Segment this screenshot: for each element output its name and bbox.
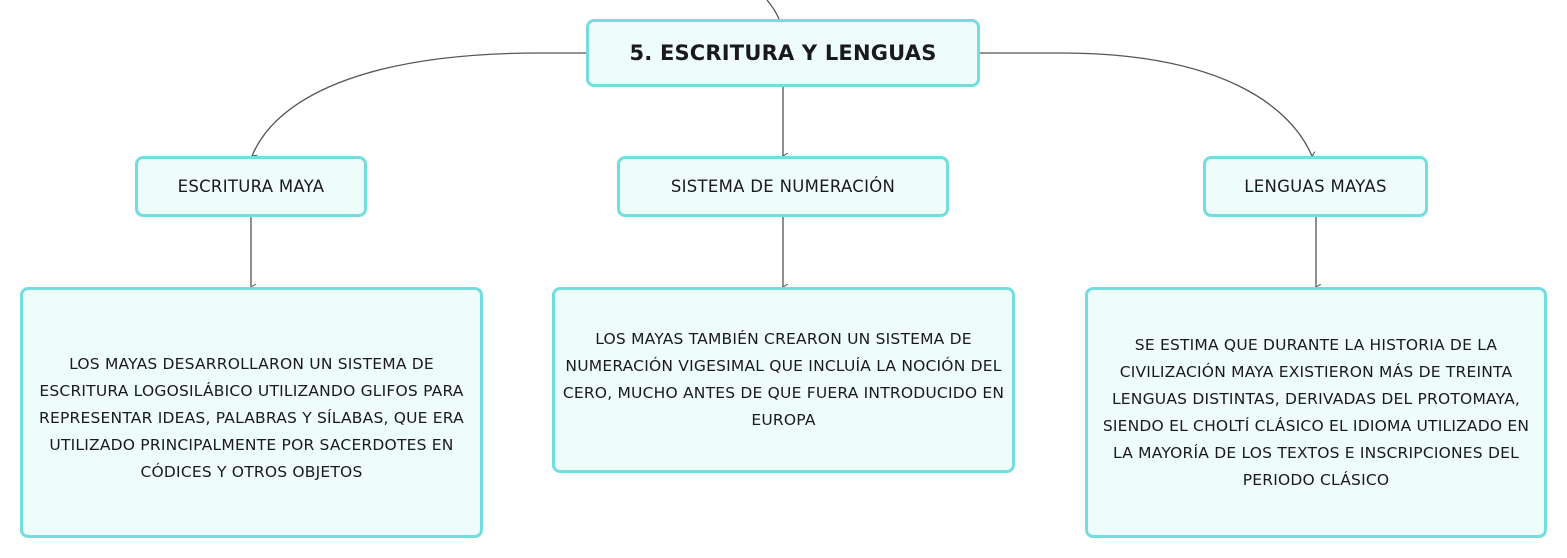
detail-text: LOS MAYAS DESARROLLARON UN SISTEMA DE ESCRITURA LOGOSILÁBICO UTILIZANDO GLIFOS PARA REPRESENTAR IDEAS, PALABRAS Y SÍLABAS, QUE ERA UTILIZADO PRINCIPALMENTE POR SACERDOTES EN CÓDICES Y OTROS OBJETOS [39, 355, 464, 481]
topic-node-escritura-maya[interactable] [135, 156, 367, 217]
connector-root-to-lenguas-mayas [980, 53, 1312, 156]
topic-node-lenguas-mayas[interactable] [1203, 156, 1428, 217]
detail-text: SE ESTIMA QUE DURANTE LA HISTORIA DE LA CIVILIZACIÓN MAYA EXISTIERON MÁS DE TREINTA LENGUAS DISTINTAS, DERIVADAS DEL PROTOMAYA, SIENDO EL CHOLTÍ CLÁSICO EL IDIOMA UTILIZADO EN LA MAYORÍA DE LOS TEXTOS E INSCRIPCIONES DEL PERIODO CLÁSICO [1102, 335, 1530, 489]
topic-label: LENGUAS MAYAS [1244, 177, 1387, 196]
root-topic-label: 5. ESCRITURA Y LENGUAS [629, 41, 937, 65]
detail-node-sistema-de-numeracion[interactable] [552, 287, 1015, 473]
detail-text: LOS MAYAS TAMBIÉN CREARON UN SISTEMA DE NUMERACIÓN VIGESIMAL QUE INCLUÍA LA NOCIÓN DEL CERO, MUCHO ANTES DE QUE FUERA INTRODUCIDO EN EUROPA [562, 330, 1005, 429]
detail-node-escritura-maya[interactable] [20, 287, 483, 538]
detail-node-lenguas-mayas[interactable] [1085, 287, 1547, 538]
connector-root-to-escritura-maya [252, 53, 586, 156]
topic-label: SISTEMA DE NUMERACIÓN [670, 177, 896, 196]
topic-label: ESCRITURA MAYA [177, 177, 325, 196]
topic-node-sistema-de-numeracion[interactable] [617, 156, 949, 217]
incoming-connector [767, 0, 779, 19]
root-topic-node[interactable] [586, 19, 980, 87]
